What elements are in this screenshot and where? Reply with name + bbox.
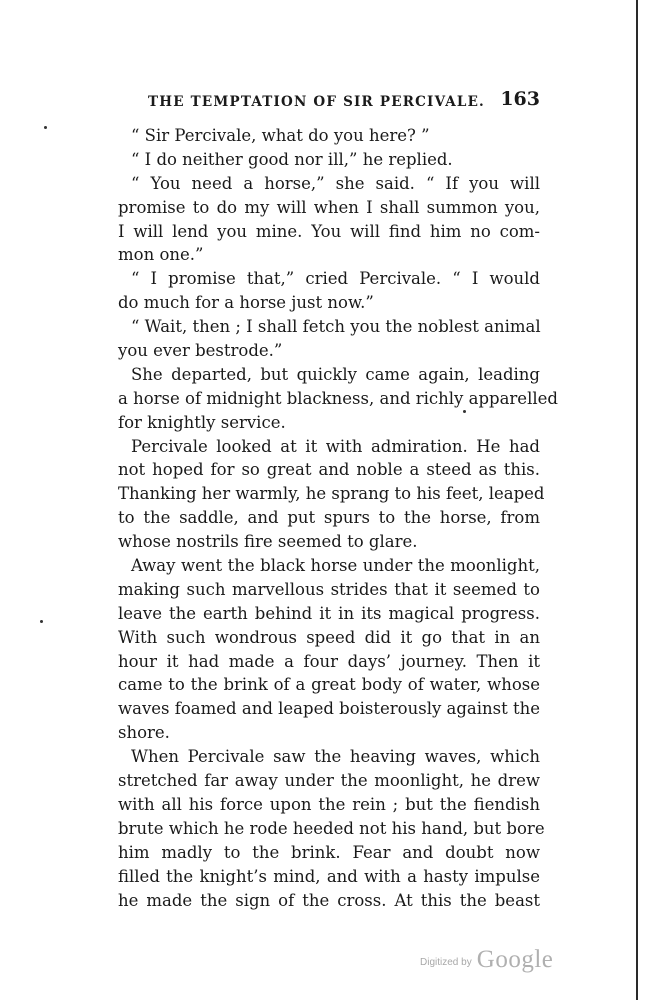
text-line: “ You need a horse,” she said. “ If you will bbox=[131, 173, 540, 193]
watermark-brand: Google bbox=[476, 946, 554, 973]
text-line: With such wondrous speed did it go that in an bbox=[118, 627, 540, 647]
text-line: to the saddle, and put spurs to the horse, from bbox=[118, 508, 540, 528]
text-line: a horse of midnight blackness, and richly apparelled bbox=[118, 388, 558, 408]
text-line: for knightly service. bbox=[118, 412, 286, 432]
text-line: Percivale looked at it with admiration. He had bbox=[131, 436, 540, 456]
text-line: you ever bestrode.” bbox=[118, 341, 283, 361]
text-line: filled the knight’s mind, and with a hasty impulse bbox=[118, 866, 540, 886]
page-number: 163 bbox=[500, 88, 540, 110]
text-line: hour it had made a four days’ journey. Then it bbox=[118, 651, 540, 671]
text-line: mon one.” bbox=[118, 245, 204, 265]
watermark-digitized-text: Digitized by bbox=[420, 957, 472, 968]
text-line: do much for a horse just now.” bbox=[118, 293, 374, 313]
text-line: brute which he rode heeded not his hand, but bore bbox=[118, 818, 545, 838]
scan-speck bbox=[44, 126, 47, 129]
text-line: “ Wait, then ; I shall fetch you the noblest animal bbox=[131, 317, 541, 337]
text-line: “ I promise that,” cried Percivale. “ I would bbox=[131, 269, 540, 289]
text-line: not hoped for so great and noble a steed as this. bbox=[118, 460, 540, 480]
text-line: came to the brink of a great body of water, whose bbox=[118, 675, 540, 695]
text-line: leave the earth behind it in its magical progress. bbox=[118, 603, 540, 623]
text-line: When Percivale saw the heaving waves, which bbox=[131, 747, 540, 767]
text-line: him madly to the brink. Fear and doubt now bbox=[118, 842, 540, 862]
body-text bbox=[118, 124, 558, 912]
text-line: making such marvellous strides that it seemed to bbox=[118, 579, 540, 599]
text-line: with all his force upon the rein ; but the fiendish bbox=[118, 794, 540, 814]
text-line: he made the sign of the cross. At this the beast bbox=[118, 890, 540, 910]
text-line: She departed, but quickly came again, leading bbox=[131, 364, 540, 384]
text-line: Away went the black horse under the moonlight, bbox=[131, 556, 540, 576]
scan-edge-line bbox=[636, 0, 638, 1000]
text-line: stretched far away under the moonlight, he drew bbox=[118, 771, 540, 791]
page-header bbox=[110, 88, 540, 118]
text-line: promise to do my will when I shall summon you, bbox=[118, 197, 540, 217]
text-line: “ Sir Percivale, what do you here? ” bbox=[131, 126, 430, 145]
google-watermark bbox=[420, 946, 554, 986]
text-line: shore. bbox=[118, 723, 170, 743]
text-line: Thanking her warmly, he sprang to his feet, leaped bbox=[118, 484, 545, 504]
scan-speck bbox=[40, 620, 43, 623]
running-title: THE TEMPTATION OF SIR PERCIVALE. bbox=[148, 94, 485, 110]
text-line: “ I do neither good nor ill,” he replied. bbox=[131, 149, 453, 169]
text-line: I will lend you mine. You will find him no com- bbox=[118, 221, 540, 241]
text-line: waves foamed and leaped boisterously against the bbox=[118, 699, 541, 719]
text-line: whose nostrils fire seemed to glare. bbox=[118, 532, 418, 552]
